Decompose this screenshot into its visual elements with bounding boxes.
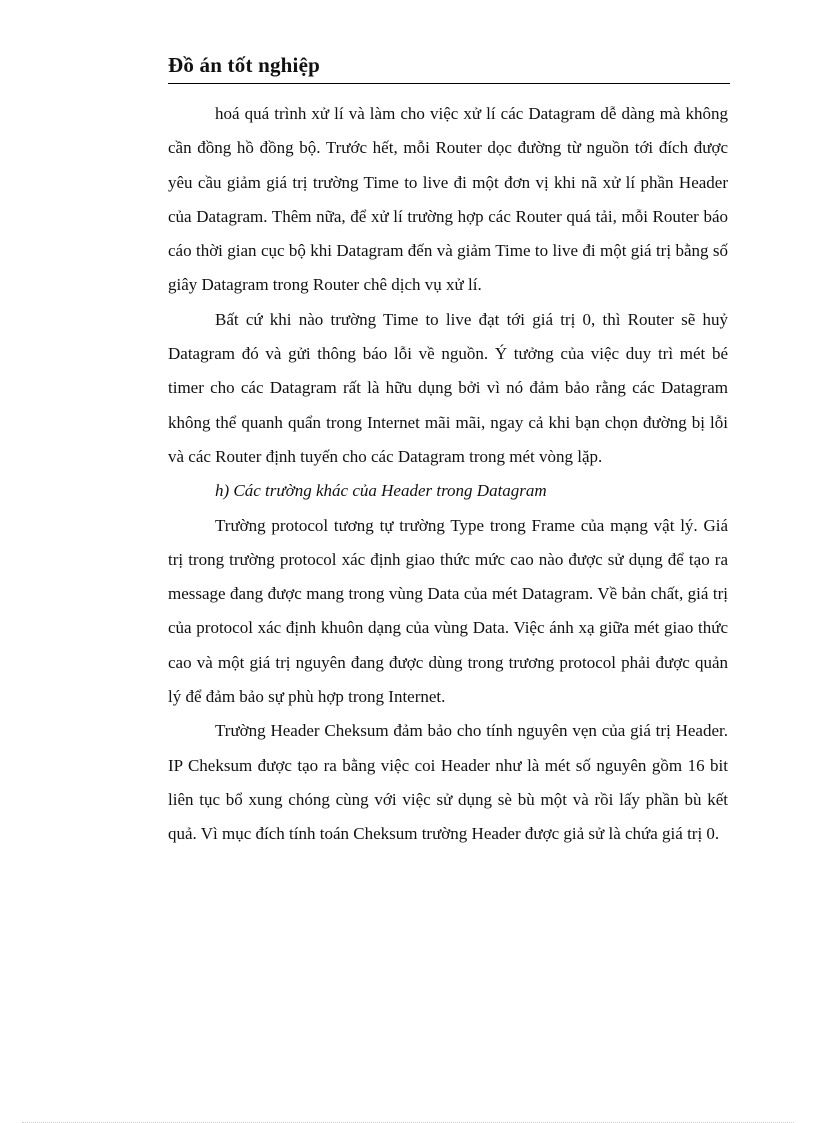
page-title: Đồ án tốt nghiệp [168,53,320,77]
paragraph-header-checksum: Trường Header Cheksum đảm bảo cho tính nguyên vẹn của giá trị Header. IP Cheksum được tạo ra bằng việc coi Header như là mét số nguyên gồm 16 bit liên tục bổ xung chóng cùng với việc sử dụng sè bù một và rồi lấy phần bù kết quả. Vì mục đích tính toán Cheksum trường Header được giả sử là chứa giá trị 0. [168,721,728,844]
paragraph-protocol-field: Trường protocol tương tự trường Type trong Frame của mạng vật lý. Giá trị trong trường protocol xác định giao thức mức cao nào được sử dụng để tạo ra message đang được mang trong vùng Data của mét Datagram. Về bản chất, giá trị của protocol xác định khuôn dạng của vùng Data. Việc ánh xạ giữa mét giao thức cao và một giá trị nguyên đang được dùng trong trương protocol phải được quản lý để đảm bảo sự phù hợp trong Internet. [168,515,728,707]
paragraph-ttl-processing: hoá quá trình xử lí và làm cho việc xử lí các Datagram dễ dàng mà không cần đồng hồ đồng bộ. Trước hết, mỗi Router dọc đường từ nguồn tới đích được yêu cầu giảm giá trị trường Time to live đi một đơn vị khi nã xử lí phần Header của Datagram. Thêm nữa, để xử lí trường hợp các Router quá tải, mỗi Router báo cáo thời gian cục bộ khi Datagram đến và giảm Time to live đi một giá trị bằng số giây Datagram trong Router chê dịch vụ xử lí. [168,104,728,295]
section-subheading: h) Các trường khác của Header trong Datagram [215,481,547,501]
paragraph-ttl-zero: Bất cứ khi nào trường Time to live đạt tới giá trị 0, thì Router sẽ huỷ Datagram đó và gửi thông báo lỗi về nguồn. Ý tưởng của việc duy trì mét bé timer cho các Datagram rất là hữu dụng bởi vì nó đảm bảo rằng các Datagram không thể quanh quẩn trong Internet mãi mãi, ngay cả khi bạn chọn đường bị lỗi và các Router định tuyến cho các Datagram trong mét vòng lặp. [168,309,728,466]
page-header [168,50,730,84]
document-body [168,97,728,852]
